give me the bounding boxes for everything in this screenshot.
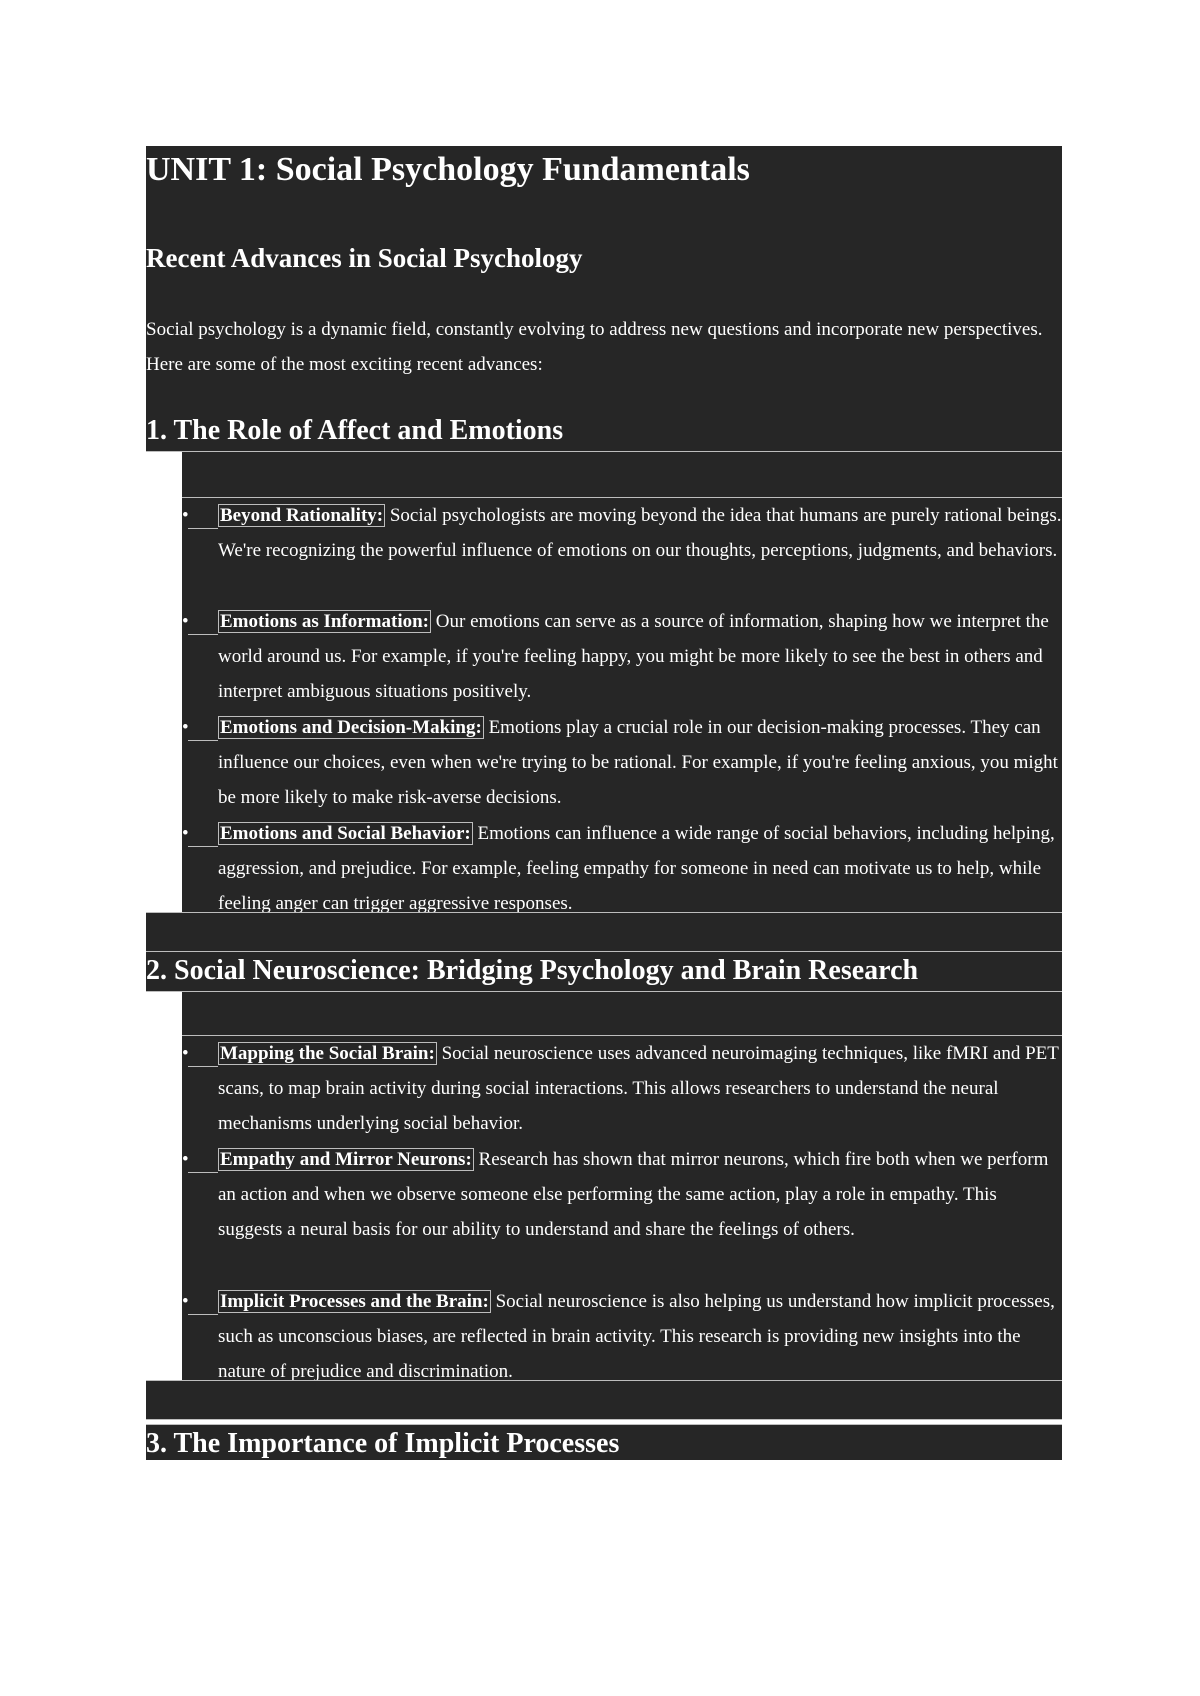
- bullet-text: Social psychologists are moving beyond the idea that humans are purely rational beings. We're recognizing the powerful influence of emotions on our thoughts, perceptions, judgments, and behaviors.: [218, 505, 1062, 561]
- bullet-text: Emotions play a crucial role in our decision-making processes. They can influence our choices, even when we're trying to be rational. For example, if you're feeling anxious, you might be more likely to make risk-averse decisions.: [218, 717, 1058, 808]
- bullet-dot: •: [182, 823, 189, 844]
- bullet-term: Beyond Rationality:: [220, 505, 384, 526]
- bullet-term: Implicit Processes and the Brain:: [220, 1291, 489, 1312]
- list-item: [182, 604, 1062, 710]
- bullet-dot: •: [182, 1043, 189, 1064]
- list-2-spacer: [182, 992, 1062, 1036]
- list-1-spacer: [182, 452, 1062, 498]
- intro-paragraph: Social psychology is a dynamic field, constantly evolving to address new questions and incorporate new perspectives. Here are some of the most exciting recent advances:: [146, 319, 1043, 375]
- section-3-heading: 3. The Importance of Implicit Processes: [146, 1428, 620, 1459]
- bullet-dot: •: [182, 1291, 189, 1312]
- subtitle: Recent Advances in Social Psychology: [146, 243, 583, 273]
- section-1-end-spacer: [146, 912, 1062, 952]
- section-1-bullets: [182, 498, 1062, 912]
- section-2-bullets: [182, 1036, 1062, 1380]
- list-item: [182, 710, 1062, 816]
- header-block: [146, 146, 1062, 452]
- unit-title: UNIT 1: Social Psychology Fundamentals: [146, 151, 750, 188]
- bullet-text: Research has shown that mirror neurons, which fire both when we perform an action and when we observe someone else performing the same action, play a role in empathy. This suggests a neural basis for our ability to understand and share the feelings of others.: [218, 1149, 1049, 1240]
- bullet-dot: •: [182, 505, 189, 526]
- section-2-heading-block: [146, 952, 1062, 992]
- list-item: [182, 1284, 1062, 1380]
- bullet-text: Social neuroscience is also helping us understand how implicit processes, such as unconscious biases, are reflected in brain activity. This research is providing new insights into the nature of prejudice and discrimination.: [218, 1291, 1055, 1380]
- bullet-text: Social neuroscience uses advanced neuroimaging techniques, like fMRI and PET scans, to map brain activity during social interactions. This allows researchers to understand the neural mechanisms underlying social behavior.: [218, 1043, 1059, 1134]
- bullet-dot: •: [182, 611, 189, 632]
- bullet-dot: •: [182, 1149, 189, 1170]
- bullet-term: Emotions and Social Behavior:: [220, 823, 471, 844]
- list-item: [182, 1036, 1062, 1142]
- bullet-dot: •: [182, 717, 189, 738]
- bullet-text: Emotions can influence a wide range of social behaviors, including helping, aggression, and prejudice. For example, feeling empathy for someone in need can motivate us to help, while feeling anger can trigger aggressive responses.: [218, 823, 1055, 912]
- list-item: [182, 498, 1062, 604]
- section-3-heading-block: [146, 1424, 1062, 1460]
- bullet-term: Emotions and Decision-Making:: [220, 717, 482, 738]
- bullet-term: Mapping the Social Brain:: [220, 1043, 435, 1064]
- bullet-text: Our emotions can serve as a source of information, shaping how we interpret the world around us. For example, if you're feeling happy, you might be more likely to see the best in others and interpret ambiguous situations positively.: [218, 611, 1049, 702]
- section-2-end-spacer: [146, 1380, 1062, 1420]
- bullet-term: Emotions as Information:: [220, 611, 430, 632]
- list-item: [182, 816, 1062, 912]
- section-2-list-block: [182, 1036, 1062, 1380]
- list-item: [182, 1142, 1062, 1284]
- section-2-heading: 2. Social Neuroscience: Bridging Psychology and Brain Research: [146, 955, 919, 986]
- section-1-list-block: [182, 498, 1062, 912]
- bullet-term: Empathy and Mirror Neurons:: [220, 1149, 472, 1170]
- section-1-heading: 1. The Role of Affect and Emotions: [146, 415, 564, 446]
